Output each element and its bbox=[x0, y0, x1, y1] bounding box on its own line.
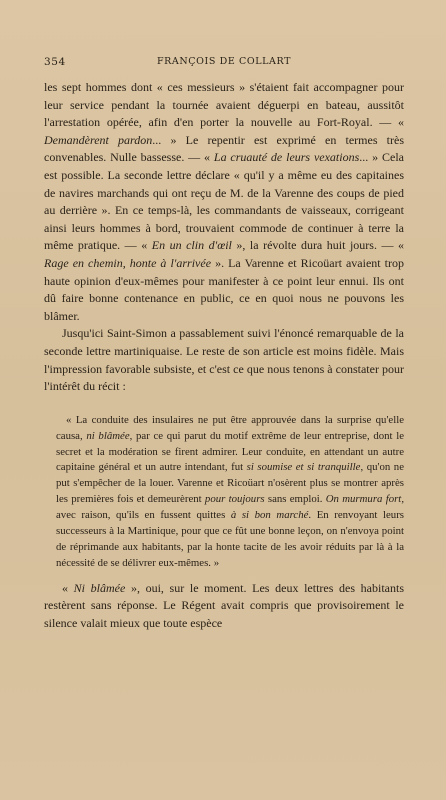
italic-phrase: La cruauté de leurs vexations bbox=[213, 150, 360, 165]
italic-phrase: ni blâmée bbox=[86, 429, 130, 442]
italic-phrase: On murmura fort bbox=[325, 493, 402, 506]
italic-phrase: Ni blâmée bbox=[73, 580, 126, 595]
paragraph: « Ni blâmée », oui, sur le moment. Les deux lettres des habitants restèrent sans réponse. Le Régent avait compris que provisoirement le silence valait mieux que toute espèce bbox=[44, 580, 405, 630]
italic-phrase: si soumise et si tranquille bbox=[246, 461, 361, 474]
block-quote: « La conduite des insulaires ne put être approuvée dans la surprise qu'elle causa, ni blâmée, par ce qui parut du motif extrême de leur entreprise, dont le secret et la modération se firent admirer. Leur conduite, en attendant un autre capitaine général et un autre intendant, fut si soumise et si tranquille, qu'on ne put s'empêcher de la louer. Varenne et Ricoüart n'osèrent plus se montrer après les premières fois et demeurèrent pour toujours sans emploi. On murmura fort, avec raison, qu'ils en fussent quittes à si bon marché. En renvoyant leurs successeurs à la Martinique, pour que ce fût une bonne leçon, on n'envoya point de réprimande aux habitants, par la honte tacite de les avoir réduits par là à la nécessité de se délivrer eux-mêmes. » bbox=[56, 413, 405, 569]
italic-phrase: Demandèrent pardon bbox=[44, 132, 153, 147]
italic-phrase: En un clin d'œil bbox=[151, 238, 232, 253]
page-number: 354 bbox=[44, 56, 66, 68]
italic-phrase: à si bon marché bbox=[230, 509, 309, 522]
body-text bbox=[44, 79, 404, 633]
paragraph: Jusqu'ici Saint-Simon a passablement suivi l'énoncé remarquable de la seconde lettre martiniquaise. Le reste de son article est moins fidèle. Mais l'impression favorable subsiste, et c'est ce que nous tenons à constater pour l'intérêt du récit : bbox=[44, 326, 404, 394]
running-title: FRANÇOIS DE COLLART bbox=[156, 56, 292, 67]
page-header bbox=[44, 56, 404, 70]
italic-phrase: pour toujours bbox=[204, 493, 265, 506]
italic-phrase: Rage en chemin, honte à l'arrivée bbox=[44, 255, 212, 270]
paragraph: les sept hommes dont « ces messieurs » s'étaient fait accompagner pour leur service pendant la tournée avaient déguerpi en bateau, aussitôt l'arrestation opérée, afin d'en porter la nouvelle au Fort-Royal. — « Demandèrent pardon... » Le repentir est exprimé en termes très convenables. Nulle bassesse. — « La cruauté de leurs vexations... » Cela est possible. La seconde lettre déclare « qu'il y a même eu des capitaines de navires marchands qui ont reçu de M. de la Varenne des coups de pied au derrière ». En ce temps-là, les commandants de vaisseaux, corrigeant ainsi leurs hommes à bord, trouvaient commode de continuer à terre la même pratique. — « En un clin d'œil », la révolte dura huit jours. — « Rage en chemin, honte à l'arrivée ». La Varenne et Ricoüart avaient trop haute opinion d'eux-mêmes pour manifester à ce point leur ennui. Ils ont dû faire bonne contenance en public, ce en quoi nous ne pouvons les blâmer. bbox=[44, 80, 405, 323]
